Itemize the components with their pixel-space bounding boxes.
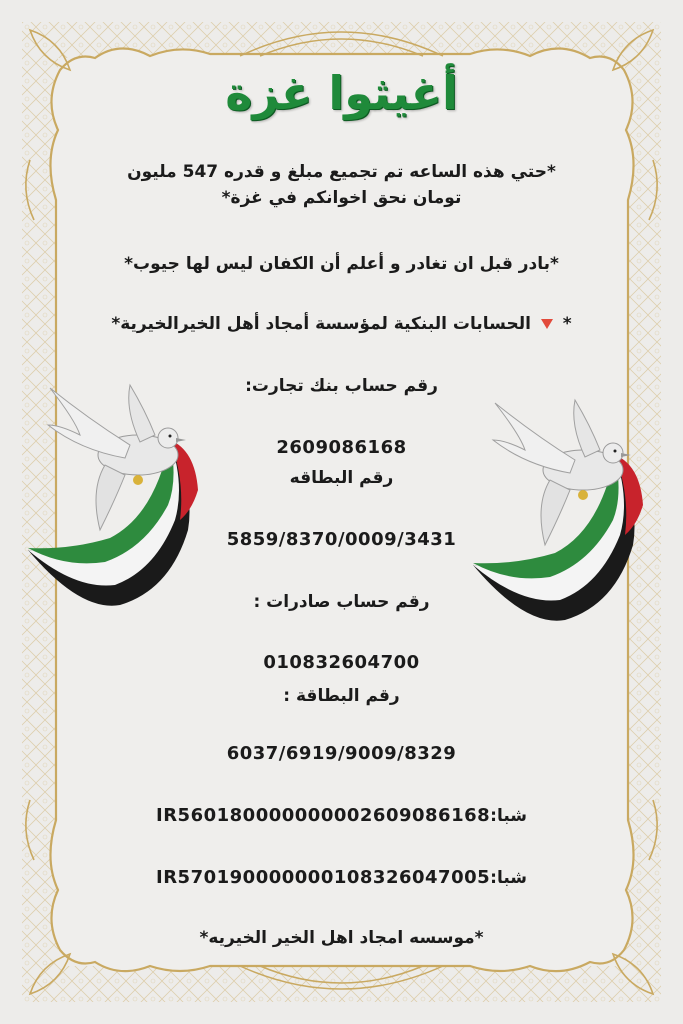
tejarat-account-label: رقم حساب بنك تجارت: (245, 376, 438, 396)
tejarat-card-number: 5859/8370/0009/3431 (226, 529, 457, 550)
tejarat-card-label: رقم البطاقه (289, 468, 394, 488)
sheba-label-2: شبا: (490, 868, 527, 888)
saderat-account-label: رقم حساب صادرات : (253, 592, 430, 612)
red-triangle-icon (541, 319, 553, 329)
sheba-value-1: IR560180000000002609086168 (156, 805, 491, 826)
sheba-line-2 (70, 866, 613, 890)
sheba-value-2: IR570190000000108326047005 (156, 867, 491, 888)
saderat-account-number: 010832604700 (263, 652, 420, 673)
saderat-card-number: 6037/6919/9009/8329 (226, 743, 457, 764)
footer-organization: *موسسه امجاد اهل الخير الخيريه* (199, 928, 484, 948)
accounts-heading (70, 312, 613, 336)
poster-title: أغيثوا غزة (225, 66, 458, 120)
accounts-heading-prefix: * (562, 314, 572, 334)
poster-content (70, 0, 613, 1024)
saderat-card-label: رقم البطاقة : (283, 686, 400, 706)
urge-line: *بادر قبل ان تغادر و أعلم أن الكفان ليس لها جيوب* (124, 254, 559, 274)
intro-line-2: تومان نحق اخوانكم في غزة* (221, 188, 462, 208)
intro-line-1: *حتي هذه الساعه تم تجميع مبلغ و قدره 547 مليون (127, 162, 556, 182)
sheba-line-1 (70, 804, 613, 828)
sheba-label-1: شبا: (490, 806, 527, 826)
tejarat-account-number: 2609086168 (276, 437, 407, 458)
accounts-heading-text: الحسابات البنكية لمؤسسة أمجاد أهل الخيرالخيرية* (111, 314, 531, 334)
